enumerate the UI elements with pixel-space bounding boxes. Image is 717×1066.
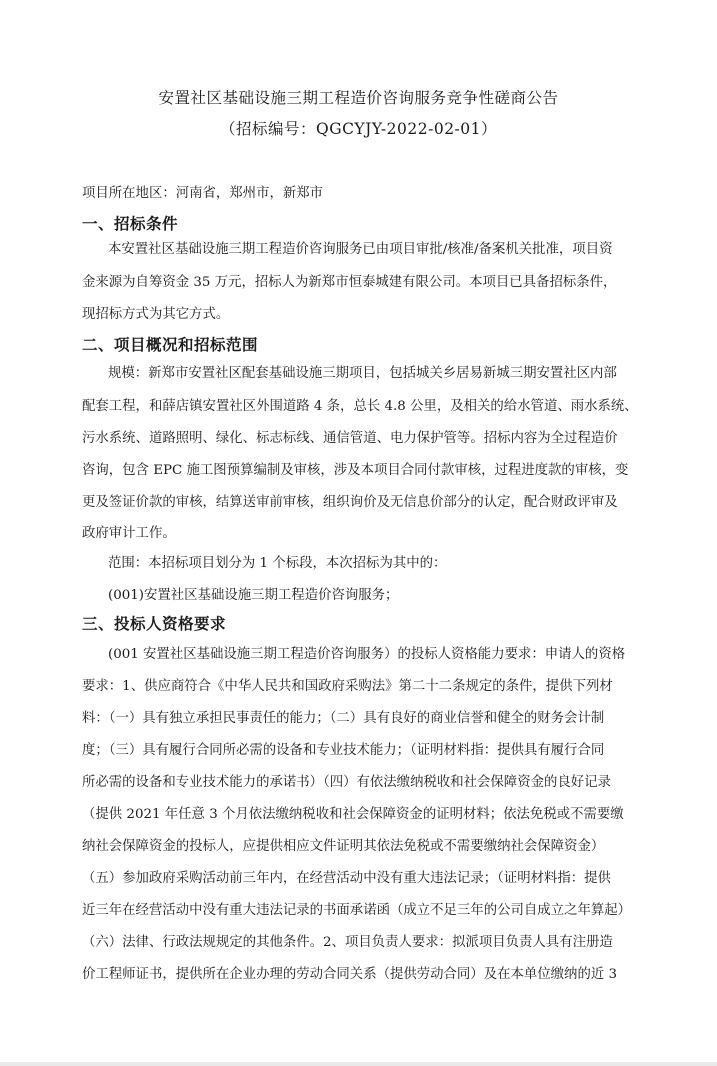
paragraph-line: 要求：1、供应商符合《中华人民共和国政府采购法》第二十二条规定的条件，提供下列材 xyxy=(82,679,613,694)
paragraph-line: 配套工程，和薛店镇安置社区外围道路 4 条，总长 4.8 公里，及相关的给水管道、雨水系统、 xyxy=(82,399,638,414)
paragraph-line: 咨询，包含 EPC 施工图预算编制及审核，涉及本项目合同付款审核，过程进度款的审核，变 xyxy=(82,463,629,478)
paragraph-line: (001 安置社区基础设施三期工程造价咨询服务）的投标人资格能力要求：申请人的资格 xyxy=(108,647,626,662)
section-heading-1: 一、招标条件 xyxy=(82,214,179,233)
page-bottom-edge xyxy=(0,1062,717,1066)
paragraph-line: 所必需的设备和专业技术能力的承诺书）（四）有依法缴纳税收和社会保障资金的良好记录 xyxy=(82,775,611,790)
paragraph-line: 本安置社区基础设施三期工程造价咨询服务已由项目审批/核准/备案机关批准，项目资 xyxy=(108,242,613,257)
paragraph-line: 金来源为自筹资金 35 万元，招标人为新郑市恒泰城建有限公司。本项目已具备招标条件， xyxy=(82,275,617,290)
project-region: 项目所在地区：河南省，郑州市，新郑市 xyxy=(82,186,324,201)
paragraph-line: 现招标方式为其它方式。 xyxy=(82,307,230,322)
paragraph-line: 更及签证价款的审核，结算送审前审核，组织询价及无信息价部分的认定，配合财政评审及 xyxy=(82,495,618,510)
paragraph-line: 纳社会保障资金的投标人，应提供相应文件证明其依法免税或不需要缴纳社会保障资金） xyxy=(82,839,605,854)
lot-line: (001)安置社区基础设施三期工程造价咨询服务； xyxy=(108,588,399,603)
paragraph-line: 政府审计工作。 xyxy=(82,526,176,541)
paragraph-line: 料：（一）具有独立承担民事责任的能力；（二）具有良好的商业信誉和健全的财务会计制 xyxy=(82,711,605,726)
paragraph-line: （五）参加政府采购活动前三年内，在经营活动中没有重大违法记录；（证明材料指：提供 xyxy=(82,871,611,886)
paragraph-line: 规模：新郑市安置社区配套基础设施三期项目，包括城关乡居易新城三期安置社区内部 xyxy=(108,366,617,381)
tender-number: （招标编号：QGCYJY-2022-02-01） xyxy=(219,120,498,138)
paragraph-line: 污水系统、道路照明、绿化、标志标线、通信管道、电力保护管等。招标内容为全过程造价 xyxy=(82,431,618,446)
scope-line: 范围：本招标项目划分为 1 个标段，本次招标为其中的： xyxy=(108,556,447,571)
section-heading-3: 三、投标人资格要求 xyxy=(82,614,227,633)
paragraph-line: 近三年在经营活动中没有重大违法记录的书面承诺函（成立不足三年的公司自成立之年算起） xyxy=(82,903,632,918)
paragraph-line: （六）法律、行政法规规定的其他条件。2、项目负责人要求：拟派项目负责人具有注册造 xyxy=(82,935,613,950)
paragraph-line: 价工程师证书，提供所在企业办理的劳动合同关系（提供劳动合同）及在本单位缴纳的近 3 xyxy=(82,967,618,982)
paragraph-line: （提供 2021 年任意 3 个月依法缴纳税收和社会保障资金的证明材料；依法免税或不需要缴 xyxy=(82,807,624,822)
section-heading-2: 二、项目概况和招标范围 xyxy=(82,335,259,354)
document-title: 安置社区基础设施三期工程造价咨询服务竞争性磋商公告 xyxy=(158,89,559,107)
paragraph-line: 度；（三）具有履行合同所必需的设备和专业技术能力；（证明材料指：提供具有履行合同 xyxy=(82,743,605,758)
